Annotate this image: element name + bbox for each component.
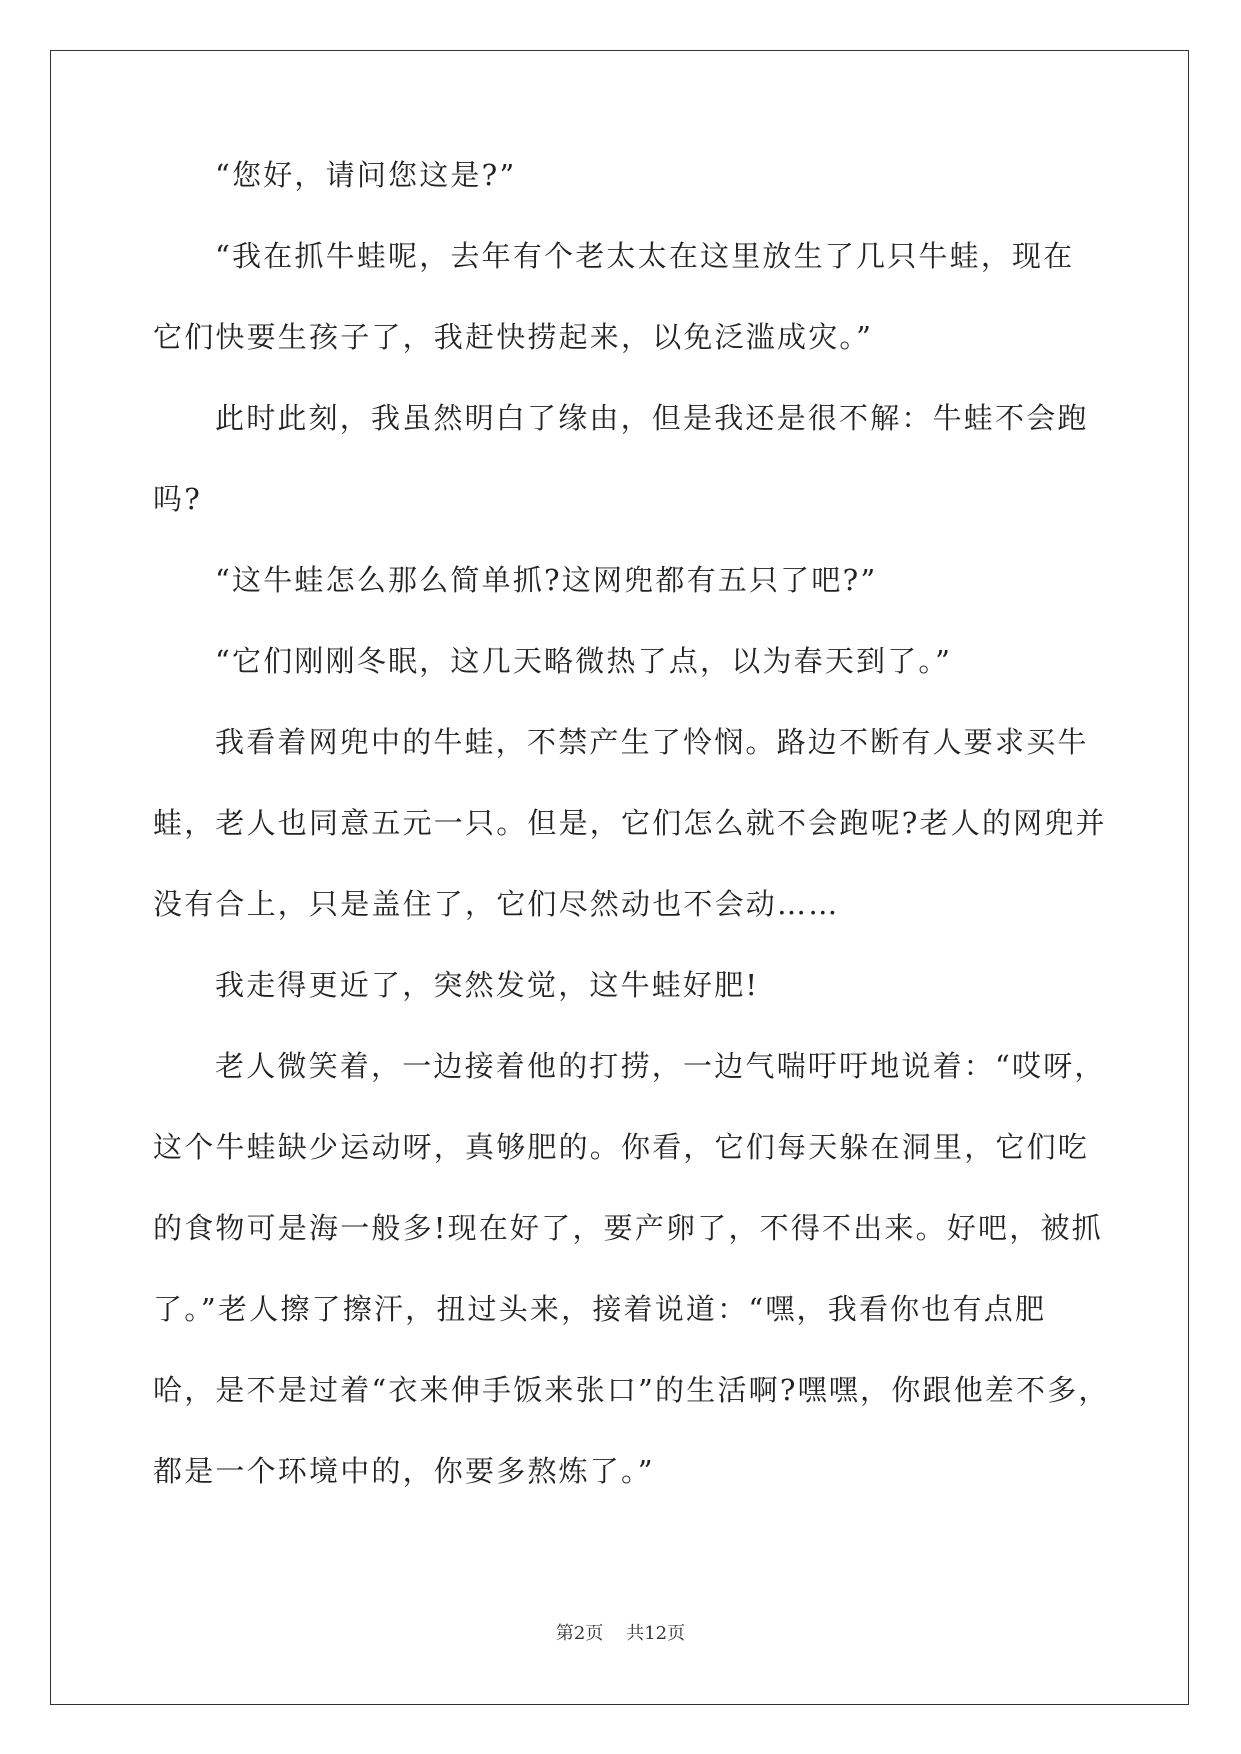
paragraph-line: 我看着网兜中的牛蛙，不禁产生了怜悯。路边不断有人要求买牛 (215, 725, 1089, 759)
paragraph-line: 吗? (153, 482, 202, 516)
paragraph-line: 它们快要生孩子了，我赶快捞起来，以免泛滥成灾。” (153, 320, 874, 354)
paragraph-line: “我在抓牛蛙呢，去年有个老太太在这里放生了几只牛蛙，现在 (215, 239, 1075, 273)
paragraph-line: 此时此刻，我虽然明白了缘由，但是我还是很不解：牛蛙不会跑 (215, 401, 1089, 435)
page-number-footer: 第2页 共12页 (555, 1623, 686, 1644)
document-body (153, 155, 1110, 1532)
paragraph-line: “它们刚刚冬眠，这几天略微热了点，以为春天到了。” (215, 644, 953, 678)
paragraph-line: 没有合上，只是盖住了，它们尽然动也不会动…… (153, 887, 840, 921)
paragraph-line: “这牛蛙怎么那么简单抓?这网兜都有五只了吧?” (215, 563, 878, 597)
paragraph-line: 了。”老人擦了擦汗，扭过头来，接着说道：“嘿，我看你也有点肥 (153, 1292, 1047, 1326)
paragraph-line: 我走得更近了，突然发觉，这牛蛙好肥! (215, 968, 760, 1002)
paragraph-line: 这个牛蛙缺少运动呀，真够肥的。你看，它们每天躲在洞里，它们吃 (153, 1130, 1090, 1164)
paragraph-line: 的食物可是海一般多!现在好了，要产卵了，不得不出来。好吧，被抓 (153, 1211, 1103, 1245)
paragraph-line: 都是一个环境中的，你要多熬炼了。” (153, 1454, 655, 1488)
paragraph-line: “您好，请问您这是?” (215, 158, 517, 192)
paragraph-line: 蛙，老人也同意五元一只。但是，它们怎么就不会跑呢?老人的网兜并 (153, 806, 1107, 840)
paragraph-line: 哈，是不是过着“衣来伸手饭来张口”的生活啊?嘿嘿，你跟他差不多， (153, 1373, 1110, 1407)
paragraph-line: 老人微笑着，一边接着他的打捞，一边气喘吁吁地说着：“哎呀， (215, 1049, 1106, 1083)
